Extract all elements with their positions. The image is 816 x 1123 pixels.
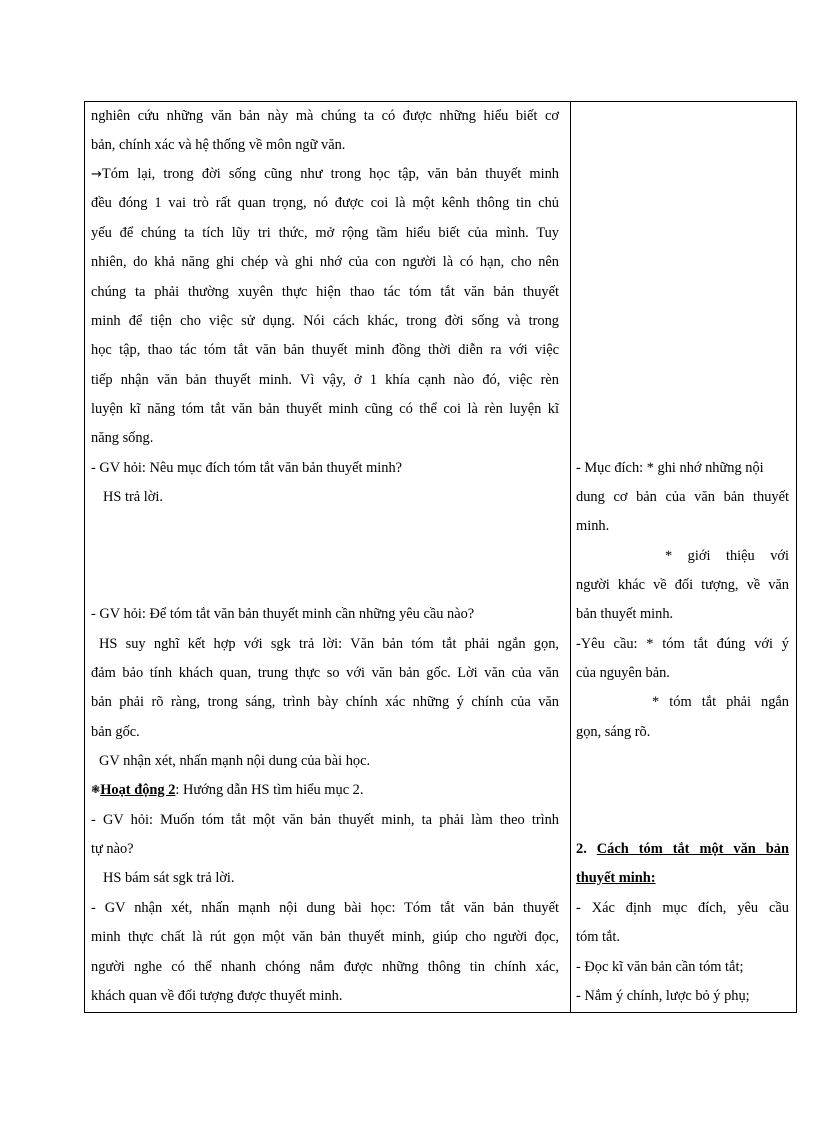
text-line: chúng ta phải thường xuyên thực hiện thao tác tóm tắt văn bản thuyết: [91, 284, 559, 300]
purpose-text: - Mục đích: * ghi nhớ những nội: [576, 460, 764, 476]
step-text: - Nắm ý chính, lược bỏ ý phụ;: [576, 988, 750, 1004]
text-line: luyện kĩ năng tóm tắt văn bản thuyết minh cũng có thể coi là rèn luyện kĩ: [91, 401, 559, 417]
text-line: nhiên, do khả năng ghi chép và ghi nhớ của con người là có hạn, cho nên: [91, 254, 559, 270]
section-number: 2.: [576, 841, 587, 857]
purpose-text: bản thuyết minh.: [576, 606, 674, 622]
requirement-text: của nguyên bản.: [576, 665, 670, 681]
step-text: - Xác định mục đích, yêu cầu: [576, 900, 789, 916]
requirement-text: * tóm tắt phải ngắn: [652, 694, 789, 710]
text-line: đều đóng 1 vai trò rất quan trọng, nó được coi là một kênh thông tin chủ: [91, 195, 559, 211]
answer-text: bản phải rõ ràng, trong sáng, trình bày chính xác những ý chính của văn: [91, 694, 559, 710]
summary-text: Tóm lại, trong đời sống cũng như trong học tập, văn bản thuyết minh: [101, 166, 559, 182]
section-title: thuyết minh:: [576, 870, 656, 886]
answer-text: đảm bảo tính khách quan, trung thực so với văn bản gốc. Lời văn của văn: [91, 665, 559, 681]
section-heading: [576, 840, 789, 858]
answer-text: HS suy nghĩ kết hợp với sgk trả lời: Văn bản tóm tắt phải ngắn gọn,: [99, 636, 559, 652]
step-text: tóm tắt.: [576, 929, 620, 945]
text-line: năng sống.: [91, 430, 154, 446]
text-line: yếu để chúng ta tích lũy tri thức, mở rộng tầm hiểu biết của mình. Tuy: [91, 225, 559, 241]
step-text: - Đọc kĩ văn bản cần tóm tắt;: [576, 959, 744, 975]
purpose-text: * giới thiệu với: [665, 548, 789, 564]
section-title: Cách tóm tắt một văn bản: [596, 841, 789, 857]
answer-text: bản gốc.: [91, 724, 140, 740]
teacher-note: - GV nhận xét, nhấn mạnh nội dung bài học: Tóm tắt văn bản thuyết: [91, 900, 559, 916]
activity-heading: [91, 781, 559, 799]
teacher-note: khách quan về đối tượng được thuyết minh.: [91, 988, 343, 1004]
question-text: tự nào?: [91, 841, 134, 857]
requirement-text: -Yêu cầu: * tóm tắt đúng với ý: [576, 636, 789, 652]
question-text: - GV hỏi: Nêu mục đích tóm tắt văn bản thuyết minh?: [91, 460, 403, 476]
text-line: bản, chính xác và hệ thống về môn ngữ văn.: [91, 137, 346, 153]
teacher-note: GV nhận xét, nhấn mạnh nội dung của bài học.: [99, 753, 371, 769]
answer-text: HS trả lời.: [103, 489, 163, 505]
text-line: học tập, thao tác tóm tắt văn bản thuyết minh đồng thời diễn ra với việc: [91, 342, 559, 358]
text-line: nghiên cứu những văn bản này mà chúng ta có được những hiểu biết cơ: [91, 108, 559, 124]
purpose-text: dung cơ bản của văn bản thuyết: [576, 489, 789, 505]
text-line: minh để tiện cho việc sử dụng. Nói cách khác, trong đời sống và trong: [91, 313, 559, 329]
question-text: - GV hỏi: Muốn tóm tắt một văn bản thuyết minh, ta phải làm theo trình: [91, 812, 559, 828]
teacher-note: minh thực chất là rút gọn một văn bản thuyết minh, giúp cho người đọc,: [91, 929, 559, 945]
teacher-note: người nghe có thể nhanh chóng nắm được những thông tin chính xác,: [91, 959, 559, 975]
purpose-text: minh.: [576, 518, 610, 534]
text-line: [91, 165, 559, 184]
flower-bullet-icon: ❃: [91, 783, 101, 796]
section-heading: [576, 869, 789, 887]
requirement-text: gọn, sáng rõ.: [576, 724, 651, 740]
text-line: tiếp nhận văn bản thuyết minh. Vì vậy, ở 1 khía cạnh nào đó, việc rèn: [91, 372, 559, 388]
question-text: - GV hỏi: Để tóm tắt văn bản thuyết minh cần những yêu cầu nào?: [91, 606, 475, 622]
activity-text: : Hướng dẫn HS tìm hiểu mục 2.: [175, 782, 364, 798]
answer-text: HS bám sát sgk trả lời.: [103, 870, 235, 886]
arrow-right-icon: →: [91, 167, 102, 182]
activity-label: Hoạt động 2: [100, 782, 176, 798]
purpose-text: người khác về đối tượng, về văn: [576, 577, 789, 593]
lesson-table: [84, 101, 797, 1013]
